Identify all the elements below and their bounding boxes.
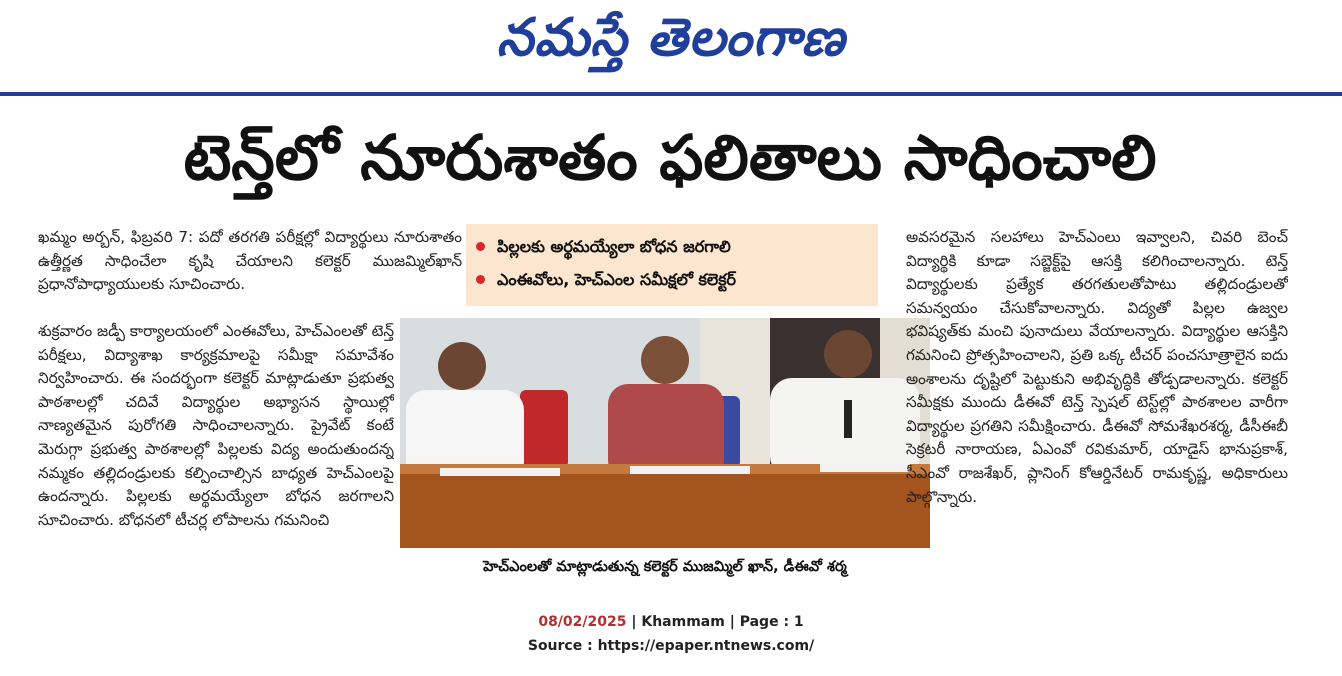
article-column-right <box>906 226 1288 586</box>
article-intro <box>38 226 462 320</box>
footer-dateline <box>0 614 1342 630</box>
highlight-text: పిల్లలకు అర్థమయ్యేలా బోధన జరగాలి <box>497 237 731 256</box>
news-photo[interactable] <box>400 318 930 548</box>
article-intro-text: ఖమ్మం అర్బన్, ఫిబ్రవరి 7: పదో తరగతి పరీక్షల్లో విద్యార్థులు నూరుశాతం ఉత్తీర్ణత సాధించేలా కృషి చేయాలని కలెక్టర్ ముజమ్మిల్‌ఖాన్ ప్రధానోపాధ్యాయులకు సూచించారు. <box>38 228 462 294</box>
footer-page: Page : 1 <box>739 614 804 630</box>
photo-illustration <box>400 318 930 548</box>
highlight-item <box>476 230 868 263</box>
footer-separator: | <box>729 614 740 630</box>
photo-caption: హెచ్‌ఎంలతో మాట్లాడుతున్న కలెక్టర్ ముజమ్మిల్ ఖాన్, డీఈవో శర్మ <box>400 550 930 584</box>
article-text-right: అవసరమైన సలహాలు హెచ్‌ఎంలు ఇవ్వాలని, చివరి బెంచ్ విద్యార్థికి కూడా సబ్జెక్ట్‌పై ఆసక్తి కలిగించాలన్నారు. టెన్త్ విద్యార్థులకు ప్రత్యేక తరగతులతోపాటు తల్లిదండ్రులతో సమన్వయం చేసుకోవాలన్నారు. విద్యతో పిల్లల ఉజ్వల భవిష్యత్‌కు మంచి పునాదులు వేయాలన్నారు. విద్యార్థుల ఆసక్తిని గమనించి ప్రోత్సహించాలని, ప్రతి ఒక్క టీచర్ పంచసూత్రాలైన ఐదు అంశాలను దృష్టిలో పెట్టుకుని అభివృద్ధికి తోడ్పడాలన్నారు. కలెక్టర్ సమీక్షకు ముందు డీఈవో టెన్త్ స్పెషల్ టెస్ట్‌ల్లో పాఠశాలల వారీగా విద్యార్థుల ప్రగతిని సమీక్షించారు. డీఈవో సోమశేఖరశర్మ, డీసీఈబీ సెక్రటరీ నారాయణ, ఏఎంవో రవికుమార్, యాడైస్ భానుప్రకాశ్, సీఎంవో రాజశేఖర్, ప్లానింగ్ కోఆర్డినేటర్ రామకృష్ణ, అధికారులు పాల్గొన్నారు. <box>906 228 1288 506</box>
article-text-left: శుక్రవారం జడ్పీ కార్యాలయంలో ఎంఈవోలు, హెచ్‌ఎంలతో టెన్త్ పరీక్షలు, విద్యాశాఖ కార్యక్రమాలపై సమీక్షా సమావేశం నిర్వహించారు. ఈ సందర్భంగా కలెక్టర్ మాట్లాడుతూ ప్రభుత్వ పాఠశాలల్లో చదివే విద్యార్థుల అభ్యాసన స్థాయిల్లో నాణ్యతమైన పురోగతి సాధించాలన్నారు. ప్రైవేట్ కంటే మెరుగ్గా ప్రభుత్వ పాఠశాలల్లో పిల్లలకు విద్య అందుతుందన్న నమ్మకం తల్లిదండ్రులకు కల్పించాల్సిన బాధ్యత హెచ్‌ఎంలపై ఉందన్నారు. పిల్లలకు అర్థమయ్యేలా బోధన జరగాలని సూచించారు. బోధనలో టీచర్ల లోపాలను గమనించి <box>38 322 394 529</box>
highlights-box <box>466 224 878 306</box>
bullet-icon <box>476 242 485 251</box>
bullet-icon <box>476 275 485 284</box>
masthead-rule <box>0 92 1342 96</box>
masthead-logo: నమస్తే తెలంగాణ <box>496 7 846 68</box>
footer-separator: | <box>631 614 642 630</box>
highlight-item <box>476 263 868 296</box>
footer-edition: Khammam <box>641 614 725 630</box>
footer-source <box>0 638 1342 654</box>
article-column-left <box>38 320 394 584</box>
footer-date: 08/02/2025 <box>538 614 627 630</box>
highlight-text: ఎంఈవోలు, హెచ్‌ఎంల సమీక్షలో కలెక్టర్ <box>497 270 737 289</box>
footer-source-link[interactable]: https://epaper.ntnews.com/ <box>597 638 815 654</box>
headline: టెన్త్‌లో నూరుశాతం ఫలితాలు సాధించాలి <box>183 121 1157 194</box>
footer-source-label: Source : <box>527 638 593 654</box>
